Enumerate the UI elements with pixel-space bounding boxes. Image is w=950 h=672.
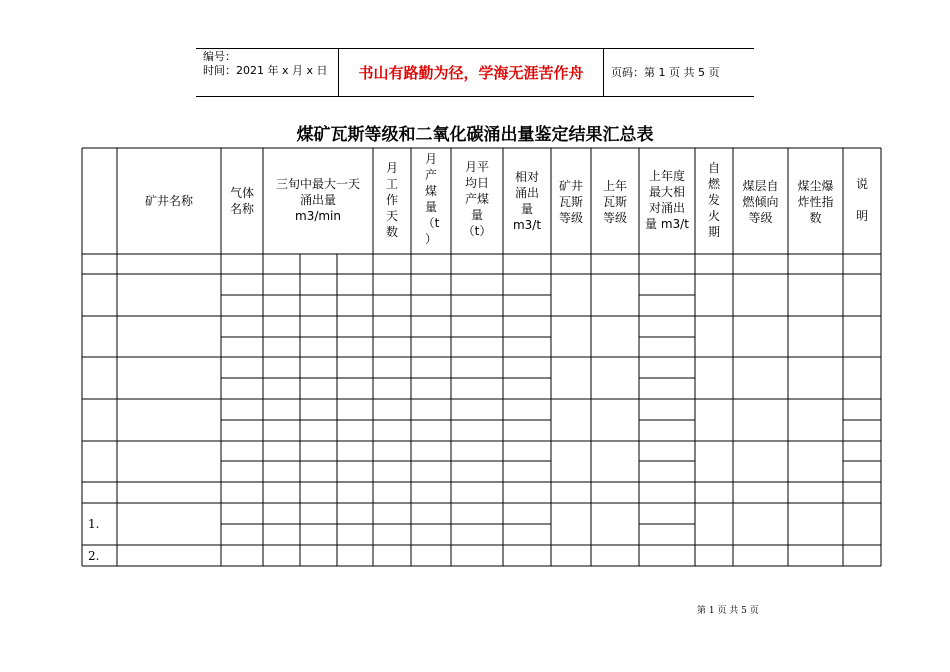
header-last-year-max-relative: 上年度 最大相 对涌出 量 m3/t [645, 169, 689, 231]
header-seam-spontaneous-grade: 煤层自 燃倾向 等级 [742, 179, 779, 225]
row-label-2: 2. [88, 549, 100, 563]
time-label: 时间：2021 年 x 月 x 日 [203, 64, 328, 77]
header-relative-emission: 相对 涌出 量 m3/t [512, 170, 542, 232]
header-work-days: 月 工 作 天 数 [385, 161, 398, 239]
header-mine-gas-grade: 矿井 瓦斯 等级 [558, 179, 583, 225]
document-title: 煤矿瓦斯等级和二氧化碳涌出量鉴定结果汇总表 [296, 125, 654, 145]
header-avg-daily-output: 月平 均日 产煤 量 （t） [462, 160, 492, 238]
header-last-year-grade: 上年 瓦斯 等级 [602, 179, 627, 225]
page-info: 页码：第 1 页 共 5 页 [611, 66, 720, 79]
number-label: 编号： [203, 50, 236, 63]
header-spontaneous-fire-period: 自 燃 发 火 期 [707, 161, 720, 239]
header-max-emission: 三旬中最大一天 涌出量 m3/min [275, 177, 360, 223]
header-monthly-output: 月 产 煤 量 （t ） [422, 152, 440, 246]
motto: 书山有路勤为径，学海无涯苦作舟 [358, 64, 584, 82]
header-mine-name: 矿井名称 [144, 194, 193, 208]
header-remarks: 说 明 [855, 177, 868, 223]
row-label-1: 1. [88, 517, 100, 531]
header-gas-name: 气体 名称 [229, 186, 254, 216]
page-footer: 第 1 页 共 5 页 [697, 606, 759, 616]
header-dust-explosivity: 煤尘爆 炸性指 数 [797, 179, 834, 225]
